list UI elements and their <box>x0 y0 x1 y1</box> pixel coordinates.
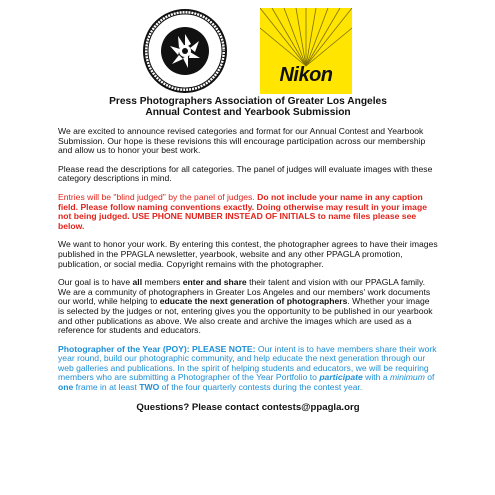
title-line-2: Annual Contest and Yearbook Submission <box>145 107 351 118</box>
poy-text-3: of <box>424 372 435 383</box>
poy-text-4: frame in at least <box>73 382 140 393</box>
document-body <box>58 96 438 413</box>
aperture-seal-icon <box>142 8 228 94</box>
page-title <box>58 96 438 118</box>
contact-footer: Questions? Please contact contests@ppagla.org <box>136 401 360 413</box>
goal-text-4: . Whether your image is selected by the judges or not, entering gives you the opportunity to be published in our yearbook and other publications as above. We also create and archive the images which are used as a reference for students and educators. <box>58 296 433 336</box>
poy-paragraph <box>58 345 438 393</box>
goal-paragraph <box>58 278 438 336</box>
blind-judging-paragraph <box>58 193 438 231</box>
title-line-1: Press Photographers Association of Greater Los Angeles <box>109 96 387 107</box>
poy-text-1: Our intent is to have members share their work year round, build our photographic community, and help educate the next generation through our web galleries and publications. In the spirit of helping students and educators, we will be requiring members who are submitting a Photographer of the Year Portfolio to <box>58 343 437 383</box>
nikon-logo <box>260 8 352 94</box>
goal-text-1: Our goal is to have <box>58 277 133 288</box>
goal-text-3: their talent and vision with our PPAGLA family. We are a community of photographers in Greater Los Angeles and our members' work documents our world, while helping to <box>58 277 431 307</box>
goal-text-2: members <box>142 277 183 288</box>
poy-participate: participate <box>319 372 363 383</box>
read-paragraph: Please read the descriptions for all categories. The panel of judges will evaluate images with these category descriptions in mind. <box>58 163 433 184</box>
poy-minimum: minimum <box>390 372 425 383</box>
ppagla-seal-logo <box>142 8 228 94</box>
nikon-wordmark: Nikon <box>279 64 333 86</box>
goal-bold-1: all <box>132 277 143 288</box>
goal-bold-3: educate the next generation of photographers <box>159 296 348 307</box>
poy-heading: Photographer of the Year (POY): PLEASE NOTE: <box>58 343 256 354</box>
blind-judging-bold: Do not include your name in any caption field. Please follow naming conventions exactly. Doing otherwise may result in your image not being judged. USE PHONE NUMBER INSTEAD OF INITIALS to name files please see below. <box>58 191 427 231</box>
intro-paragraph: We are excited to announce revised categories and format for our Annual Contest and Yearbook Submission. Our hope is these revisions this will encourage participation across our membership and allow us to honor your best work. <box>58 126 426 156</box>
blind-judging-text: Entries will be "blind judged" by the panel of judges. <box>58 191 258 202</box>
poy-two: TWO <box>139 382 160 393</box>
goal-bold-2: enter and share <box>182 277 247 288</box>
poy-text-5: of the four quarterly contests during the contest year. <box>159 382 363 393</box>
poy-text-2: with a <box>362 372 391 383</box>
poy-one: one <box>58 382 74 393</box>
honor-paragraph: We want to honor your work. By entering this contest, the photographer agrees to have their images published in the PPAGLA newsletter, yearbook, website and any other PPAGLA promotion, publication, or social media. Copyright remains with the photographer. <box>58 239 438 269</box>
